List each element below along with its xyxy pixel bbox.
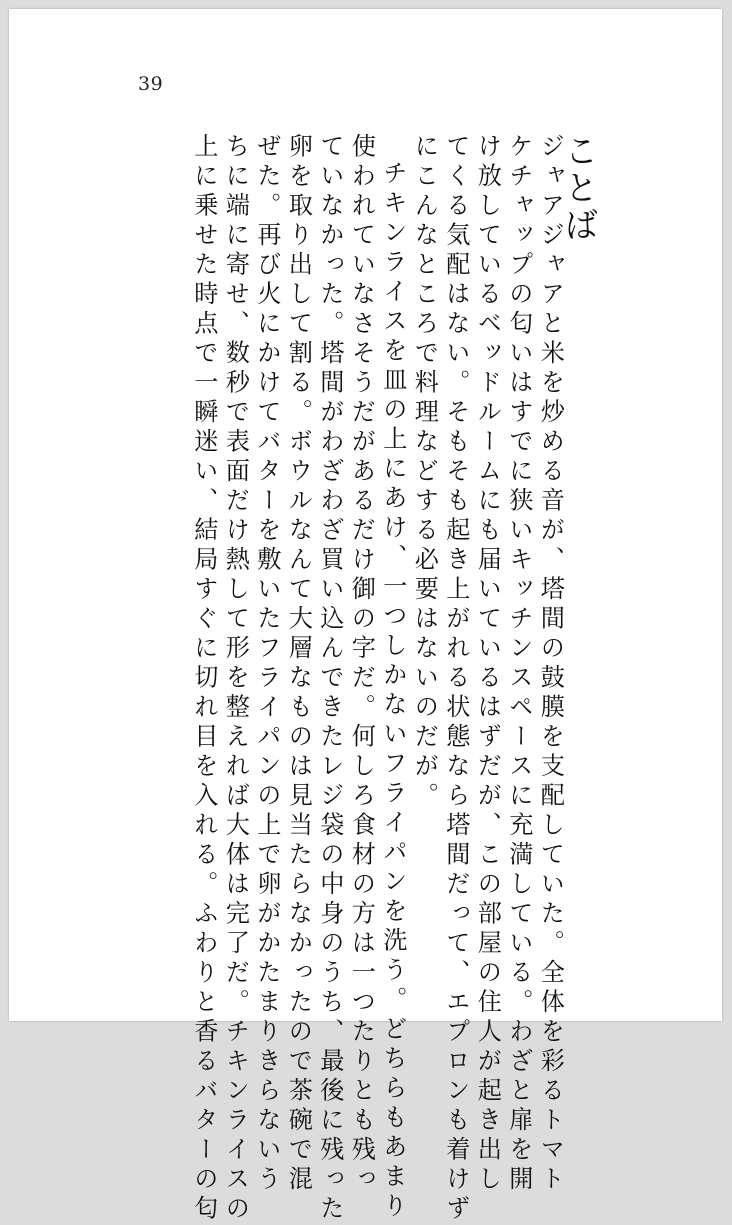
text-line: 上に乗せた時点で一瞬迷い、結局すぐに切れ目を入れる。ふわりと香るバターの匂 (189, 133, 218, 1225)
chapter-title: ことば (558, 133, 598, 244)
text-line: ちに端に寄せ、数秒で表面だけ熱して形を整えれば大体は完了だ。チキンライスの (221, 133, 250, 1225)
text-line: 卵を取り出して割る。ボウルなんて大層なものは見当たらなかったので茶碗で混 (284, 133, 313, 1195)
text-line: ケチャップの匂いはすでに狭いキッチンスペースに充満している。わざと扉を開 (504, 133, 533, 1195)
text-line: け放しているベッドルームにも届いているはずだが、この部屋の住人が起き出し (473, 133, 502, 1195)
book-page (9, 9, 722, 1225)
vertical-text-block (126, 133, 566, 1225)
page-number: 39 (138, 73, 164, 95)
text-line: ジャアジャアと米を炒める音が、塔間の鼓膜を支配していた。全体を彩るトマト (536, 133, 565, 1195)
text-line: にこんなところで料理などする必要はないのだが。 (410, 133, 439, 812)
text-line: 使われていなさそうだがあるだけ御の字だ。何しろ食材の方は一つたりとも残っ (347, 133, 376, 1195)
text-line: チキンライスを皿の上にあけ、一つしかないフライパンを洗う。どちらもあまり (378, 160, 407, 1222)
text-line: ていなかった。塔間がわざわざ買い込んできたレジ袋の中身のうち、最後に残った (315, 133, 344, 1225)
text-line: ぜた。再び火にかけてバターを敷いたフライパンの上で卵がかたまりきらないう (252, 133, 281, 1195)
text-line: てくる気配はない。そもそも起き上がれる状態なら塔間だって、エプロンも着けず (441, 133, 470, 1225)
